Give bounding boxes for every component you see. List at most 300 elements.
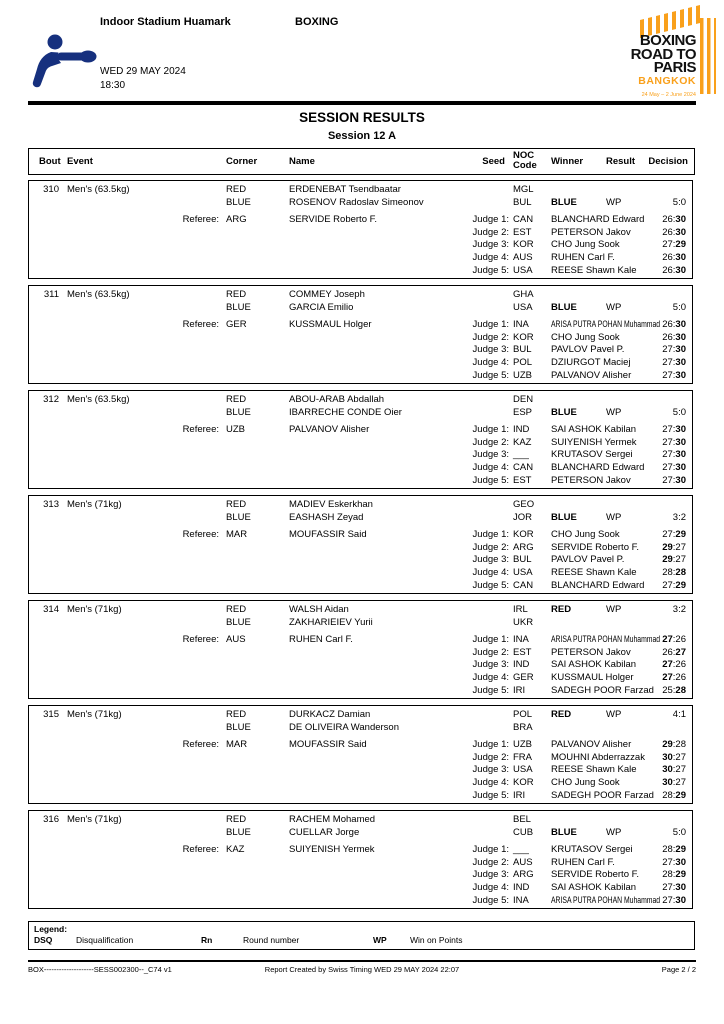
athlete-noc-red: GEO: [513, 499, 535, 510]
legend-title: Legend:: [34, 924, 68, 934]
referee-name: SERVIDE Roberto F.: [289, 214, 378, 225]
judge-name: SADEGH POOR Farzad: [551, 789, 654, 801]
bout-block: [28, 180, 693, 279]
judge-noc: ARG: [513, 541, 534, 553]
judge-name: KUSSMAUL Holger: [551, 672, 634, 684]
corner-label-blue: BLUE: [226, 511, 251, 523]
judge-score: 30:27: [662, 751, 686, 763]
judge-row: [29, 777, 692, 790]
judge-score: 27:26: [662, 634, 686, 645]
judge-noc: IND: [513, 659, 530, 671]
judge-score: 26:30: [662, 226, 686, 238]
bout-block: [28, 495, 693, 594]
athlete-name-blue: GARCIA Emilio: [289, 301, 354, 313]
judge-row: [29, 672, 692, 685]
judge-label: Judge 3:: [472, 239, 509, 251]
logo-line2: ROAD TO: [630, 45, 696, 63]
judge-row: [29, 659, 692, 672]
judge-row: [29, 370, 692, 383]
judge-name: RUHEN Carl F.: [551, 856, 615, 868]
judge-row: [29, 857, 692, 870]
judge-label: Judge 5:: [472, 474, 509, 486]
boxer-shape: [33, 35, 97, 88]
judge-score: 27:30: [662, 462, 686, 474]
logo-line3: PARIS: [653, 59, 696, 76]
winner-label: BLUE: [551, 196, 577, 208]
athlete-name-red: MADIEV Eskerkhan: [289, 499, 373, 510]
judge-name: PAVLOV Pavel P.: [551, 554, 625, 566]
judge-score: 28:29: [662, 844, 686, 855]
judge-noc: GER: [513, 672, 534, 684]
bout-row: [29, 617, 692, 630]
judge-score: 28:29: [662, 789, 686, 801]
judge-label: Judge 2:: [472, 751, 509, 763]
bout-row: [29, 499, 692, 512]
logo-vertical-stripes-icon: [700, 18, 716, 94]
judge-row: [29, 647, 692, 660]
athlete-name-blue: ROSENOV Radoslav Simeonov: [289, 196, 424, 208]
referee-label: Referee:: [182, 214, 219, 225]
judge-name: SAI ASHOK Kabilan: [551, 424, 637, 435]
event-name: Men's (71kg): [67, 814, 122, 825]
athlete-noc-red: MGL: [513, 184, 534, 195]
judge-row: [29, 357, 692, 370]
athlete-name-blue: IBARRECHE CONDE Oier: [289, 406, 402, 418]
judge-label: Judge 2:: [472, 226, 509, 238]
judge-name: REESE Shawn Kale: [551, 264, 637, 276]
judge-name: PAVLOV Pavel P.: [551, 344, 625, 356]
judge-name: CHO Jung Sook: [551, 331, 620, 343]
winner-label: BLUE: [551, 511, 577, 523]
footer-created-by: Report Created by Swiss Timing WED 29 MAY 2024 22:07: [264, 965, 460, 974]
judge-row: [29, 437, 692, 450]
result-label: WP: [606, 406, 622, 418]
judge-name: PALVANOV Alisher: [551, 369, 632, 381]
footer-page-number: Page 2 / 2: [661, 965, 696, 974]
bout-row: [29, 197, 692, 210]
judge-row: [29, 790, 692, 803]
judge-noc: UZB: [513, 739, 532, 750]
corner-label-red: RED: [226, 499, 247, 510]
referee-name: RUHEN Carl F.: [289, 634, 353, 645]
referee-noc: KAZ: [226, 844, 245, 855]
judge-noc: USA: [513, 764, 533, 776]
col-corner: Corner: [226, 156, 258, 167]
judge-name: PETERSON Jakov: [551, 474, 631, 486]
corner-label-red: RED: [226, 394, 247, 405]
judge-noc: ___: [513, 449, 529, 461]
judge-row: [29, 752, 692, 765]
corner-label-blue: BLUE: [226, 196, 251, 208]
judge-noc: IRI: [513, 684, 526, 696]
event-name: Men's (71kg): [67, 709, 122, 720]
bout-number: 311: [43, 289, 59, 300]
judge-row: [29, 319, 692, 332]
corner-label-red: RED: [226, 604, 247, 615]
bout-block: [28, 285, 693, 384]
judge-name: ARISA PUTRA POHAN Muhammad: [551, 319, 661, 330]
referee-label: Referee:: [182, 319, 219, 330]
bout-number: 316: [43, 814, 59, 825]
bout-row: [29, 512, 692, 525]
judge-name: ARISA PUTRA POHAN Muhammad: [551, 634, 661, 645]
judge-label: Judge 4:: [472, 357, 509, 369]
referee-name: PALVANOV Alisher: [289, 424, 370, 435]
legend-desc: Win on Points: [410, 935, 463, 945]
judge-noc: USA: [513, 567, 533, 579]
judge-score: 29:27: [662, 554, 686, 566]
judge-row: [29, 214, 692, 227]
athlete-name-blue: ZAKHARIEIEV Yurii: [289, 616, 373, 628]
corner-label-red: RED: [226, 709, 247, 720]
bout-row: [29, 709, 692, 722]
judge-name: MOUHNI Abderrazzak: [551, 751, 645, 763]
referee-label: Referee:: [182, 424, 219, 435]
boxer-pictogram-icon: [28, 32, 98, 99]
venue-name: Indoor Stadium Huamark: [100, 16, 231, 28]
athlete-noc-red: GHA: [513, 289, 534, 300]
bout-number: 314: [43, 604, 59, 615]
referee-label: Referee:: [182, 529, 219, 540]
judge-row: [29, 265, 692, 278]
judge-name: RUHEN Carl F.: [551, 252, 615, 264]
judge-noc: IRI: [513, 789, 526, 801]
judge-score: 29:28: [662, 739, 686, 750]
judge-noc: IND: [513, 882, 530, 894]
decision-value: 5:0: [672, 196, 686, 208]
judge-label: Judge 1:: [472, 319, 509, 330]
judge-name: BLANCHARD Edward: [551, 214, 645, 225]
bout-row: [29, 604, 692, 617]
judge-score: 28:29: [662, 869, 686, 881]
event-name: Men's (63.5kg): [67, 394, 130, 405]
session-subtitle: Session 12 A: [327, 130, 397, 142]
corner-label-blue: BLUE: [226, 721, 251, 733]
corner-label-blue: BLUE: [226, 616, 251, 628]
judge-row: [29, 554, 692, 567]
judge-row: [29, 252, 692, 265]
judge-score: 30:27: [662, 777, 686, 789]
judge-label: Judge 1:: [472, 739, 509, 750]
judge-row: [29, 739, 692, 752]
judge-label: Judge 2:: [472, 856, 509, 868]
col-noc-code: [513, 151, 537, 171]
judge-label: Judge 1:: [472, 634, 509, 645]
decision-value: 4:1: [672, 709, 686, 720]
judge-row: [29, 869, 692, 882]
athlete-noc-blue: ESP: [513, 406, 533, 418]
col-winner: Winner: [551, 156, 584, 167]
bout-number: 312: [43, 394, 59, 405]
judge-name: SERVIDE Roberto F.: [551, 869, 640, 881]
winner-label: BLUE: [551, 826, 577, 838]
judge-label: Judge 2:: [472, 541, 509, 553]
corner-label-blue: BLUE: [226, 301, 251, 313]
judge-label: Judge 3:: [472, 764, 509, 776]
footer-rule: [28, 960, 696, 962]
judge-noc: INA: [513, 634, 529, 645]
judge-label: Judge 5:: [472, 684, 509, 696]
judge-noc: KOR: [513, 529, 534, 540]
judge-name: SERVIDE Roberto F.: [551, 541, 640, 553]
referee-noc: MAR: [226, 739, 248, 750]
corner-label-red: RED: [226, 184, 247, 195]
referee-label: Referee:: [182, 634, 219, 645]
judge-label: Judge 3:: [472, 449, 509, 461]
referee-name: MOUFASSIR Said: [289, 739, 367, 750]
judge-row: [29, 844, 692, 857]
corner-label-blue: BLUE: [226, 826, 251, 838]
athlete-noc-red: BEL: [513, 814, 531, 825]
judge-name: SADEGH POOR Farzad: [551, 684, 654, 696]
judge-name: PALVANOV Alisher: [551, 739, 632, 750]
bout-row: [29, 722, 692, 735]
bout-block: [28, 705, 693, 804]
event-logo: [606, 12, 716, 102]
judge-noc: ARG: [513, 869, 534, 881]
bout-number: 315: [43, 709, 59, 720]
judge-row: [29, 685, 692, 698]
judge-row: [29, 882, 692, 895]
judge-name: PETERSON Jakov: [551, 226, 631, 238]
bout-row: [29, 184, 692, 197]
table-header: [28, 148, 695, 175]
judge-name: ARISA PUTRA POHAN Muhammad: [551, 894, 661, 906]
judge-score: 30:27: [662, 764, 686, 776]
judge-row: [29, 475, 692, 488]
corner-label-red: RED: [226, 814, 247, 825]
judge-score: 26:30: [662, 331, 686, 343]
footer-report-code: BOX--------------------SESS002300--_C74 v1: [28, 965, 172, 974]
result-label: WP: [606, 196, 622, 208]
judge-name: KRUTASOV Sergei: [551, 844, 633, 855]
bout-row: [29, 302, 692, 315]
result-label: WP: [606, 709, 622, 720]
referee-label: Referee:: [182, 844, 219, 855]
decision-value: 5:0: [672, 406, 686, 418]
judge-noc: CAN: [513, 579, 534, 591]
col-seed: Seed: [482, 156, 505, 167]
judge-label: Judge 4:: [472, 567, 509, 579]
judge-score: 27:30: [662, 357, 686, 369]
judge-name: BLANCHARD Edward: [551, 462, 645, 474]
judge-label: Judge 4:: [472, 777, 509, 789]
event-name: Men's (71kg): [67, 604, 122, 615]
judge-score: 27:29: [662, 579, 686, 591]
athlete-name-red: WALSH Aidan: [289, 604, 349, 615]
referee-name: KUSSMAUL Holger: [289, 319, 372, 330]
winner-label: RED: [551, 604, 572, 615]
judge-row: [29, 344, 692, 357]
bout-row: [29, 827, 692, 840]
judge-row: [29, 424, 692, 437]
athlete-name-red: ERDENEBAT Tsendbaatar: [289, 184, 401, 195]
judge-score: 27:30: [662, 449, 686, 461]
result-label: WP: [606, 301, 622, 313]
judge-name: KRUTASOV Sergei: [551, 449, 633, 461]
referee-name: SUIYENISH Yermek: [289, 844, 375, 855]
col-noc-line1: NOC: [513, 150, 535, 161]
judge-noc: ___: [513, 844, 529, 855]
judge-score: 25:28: [662, 684, 686, 696]
logo-text: [631, 34, 696, 103]
bout-block: [28, 390, 693, 489]
judge-label: Judge 5:: [472, 894, 509, 906]
judge-row: [29, 580, 692, 593]
logo-dates: 24 May – 2 June 2024: [641, 92, 696, 98]
judge-name: DZIURGOT Maciej: [551, 357, 631, 369]
legend-desc: Round number: [243, 935, 300, 945]
judge-label: Judge 1:: [472, 844, 509, 855]
judge-label: Judge 2:: [472, 646, 509, 658]
judge-score: 27:30: [662, 369, 686, 381]
judge-row: [29, 634, 692, 647]
decision-value: 3:2: [672, 511, 686, 523]
judge-noc: AUS: [513, 856, 533, 868]
bout-list: [28, 180, 693, 915]
judge-score: 26:30: [662, 319, 686, 330]
result-label: WP: [606, 826, 622, 838]
logo-line1: BOXING: [639, 32, 696, 49]
athlete-name-blue: EASHASH Zeyad: [289, 511, 364, 523]
judge-label: Judge 5:: [472, 579, 509, 591]
judge-noc: INA: [513, 894, 529, 906]
judge-row: [29, 529, 692, 542]
judge-label: Judge 4:: [472, 672, 509, 684]
judge-row: [29, 227, 692, 240]
judge-row: [29, 567, 692, 580]
athlete-noc-red: DEN: [513, 394, 534, 405]
judge-score: 27:26: [662, 672, 686, 684]
athlete-noc-red: POL: [513, 709, 533, 720]
col-decision: Decision: [648, 156, 688, 167]
event-name: Men's (71kg): [67, 499, 122, 510]
judge-label: Judge 3:: [472, 869, 509, 881]
judge-score: 27:30: [662, 894, 686, 906]
judge-name: SAI ASHOK Kabilan: [551, 882, 637, 894]
judge-noc: CAN: [513, 214, 534, 225]
legend-abbr: DSQ: [34, 935, 53, 945]
judge-noc: POL: [513, 357, 533, 369]
judge-noc: USA: [513, 264, 533, 276]
judge-row: [29, 764, 692, 777]
judge-label: Judge 3:: [472, 554, 509, 566]
bout-number: 313: [43, 499, 59, 510]
judge-noc: FRA: [513, 751, 532, 763]
judge-label: Judge 4:: [472, 462, 509, 474]
judge-score: 27:30: [662, 424, 686, 435]
bout-block: [28, 600, 693, 699]
judge-label: Judge 1:: [472, 424, 509, 435]
decision-value: 3:2: [672, 604, 686, 615]
judge-score: 27:26: [662, 659, 686, 671]
athlete-noc-red: IRL: [513, 604, 528, 615]
athlete-noc-blue: UKR: [513, 616, 534, 628]
decision-value: 5:0: [672, 301, 686, 313]
judge-noc: KOR: [513, 239, 534, 251]
judge-name: SAI ASHOK Kabilan: [551, 659, 637, 671]
judge-noc: BUL: [513, 344, 532, 356]
referee-noc: AUS: [226, 634, 246, 645]
athlete-noc-blue: CUB: [513, 826, 534, 838]
event-name: Men's (63.5kg): [67, 184, 130, 195]
judge-label: Judge 5:: [472, 264, 509, 276]
winner-label: BLUE: [551, 406, 577, 418]
judge-name: REESE Shawn Kale: [551, 764, 637, 776]
judge-name: CHO Jung Sook: [551, 529, 620, 540]
logo-city: BANGKOK: [638, 74, 696, 87]
bout-number: 310: [43, 184, 59, 195]
judge-score: 27:30: [662, 474, 686, 486]
judge-label: Judge 3:: [472, 344, 509, 356]
col-name: Name: [289, 156, 315, 167]
judge-noc: KOR: [513, 331, 534, 343]
bout-row: [29, 814, 692, 827]
athlete-noc-blue: BRA: [513, 721, 533, 733]
athlete-name-red: DURKACZ Damian: [289, 709, 371, 720]
bout-row: [29, 289, 692, 302]
judge-row: [29, 449, 692, 462]
judge-noc: BUL: [513, 554, 532, 566]
col-result: Result: [606, 156, 636, 167]
referee-label: Referee:: [182, 739, 219, 750]
page-title: SESSION RESULTS: [299, 110, 425, 125]
judge-noc: EST: [513, 226, 532, 238]
judge-score: 29:27: [662, 541, 686, 553]
judge-score: 26:27: [662, 646, 686, 658]
corner-label-red: RED: [226, 289, 247, 300]
judge-row: [29, 462, 692, 475]
judge-noc: AUS: [513, 252, 533, 264]
referee-noc: UZB: [226, 424, 245, 435]
corner-label-blue: BLUE: [226, 406, 251, 418]
athlete-name-blue: CUELLAR Jorge: [289, 826, 360, 838]
judge-noc: EST: [513, 474, 532, 486]
judge-score: 28:28: [662, 567, 686, 579]
judge-score: 26:30: [662, 214, 686, 225]
judge-row: [29, 239, 692, 252]
judge-noc: KAZ: [513, 436, 532, 448]
referee-name: MOUFASSIR Said: [289, 529, 367, 540]
judge-name: CHO Jung Sook: [551, 239, 620, 251]
col-bout: Bout: [39, 156, 61, 167]
judge-score: 27:29: [662, 239, 686, 251]
bout-row: [29, 407, 692, 420]
decision-value: 5:0: [672, 826, 686, 838]
judge-score: 27:30: [662, 436, 686, 448]
judge-noc: INA: [513, 319, 529, 330]
event-name: Men's (63.5kg): [67, 289, 130, 300]
session-time: 18:30: [100, 80, 126, 91]
judge-name: PETERSON Jakov: [551, 646, 631, 658]
judge-noc: EST: [513, 646, 532, 658]
winner-label: BLUE: [551, 301, 577, 313]
col-event: Event: [67, 156, 93, 167]
referee-noc: GER: [226, 319, 247, 330]
judge-score: 26:30: [662, 264, 686, 276]
judge-noc: IND: [513, 424, 530, 435]
judge-label: Judge 2:: [472, 331, 509, 343]
sport-name: BOXING: [295, 16, 339, 28]
session-date: WED 29 MAY 2024: [100, 66, 186, 77]
athlete-name-red: RACHEM Mohamed: [289, 814, 376, 825]
legend-abbr: WP: [373, 935, 387, 945]
legend-box: [28, 921, 695, 950]
judge-score: 27:29: [662, 529, 686, 540]
judge-row: [29, 542, 692, 555]
judge-score: 26:30: [662, 252, 686, 264]
judge-score: 27:30: [662, 856, 686, 868]
